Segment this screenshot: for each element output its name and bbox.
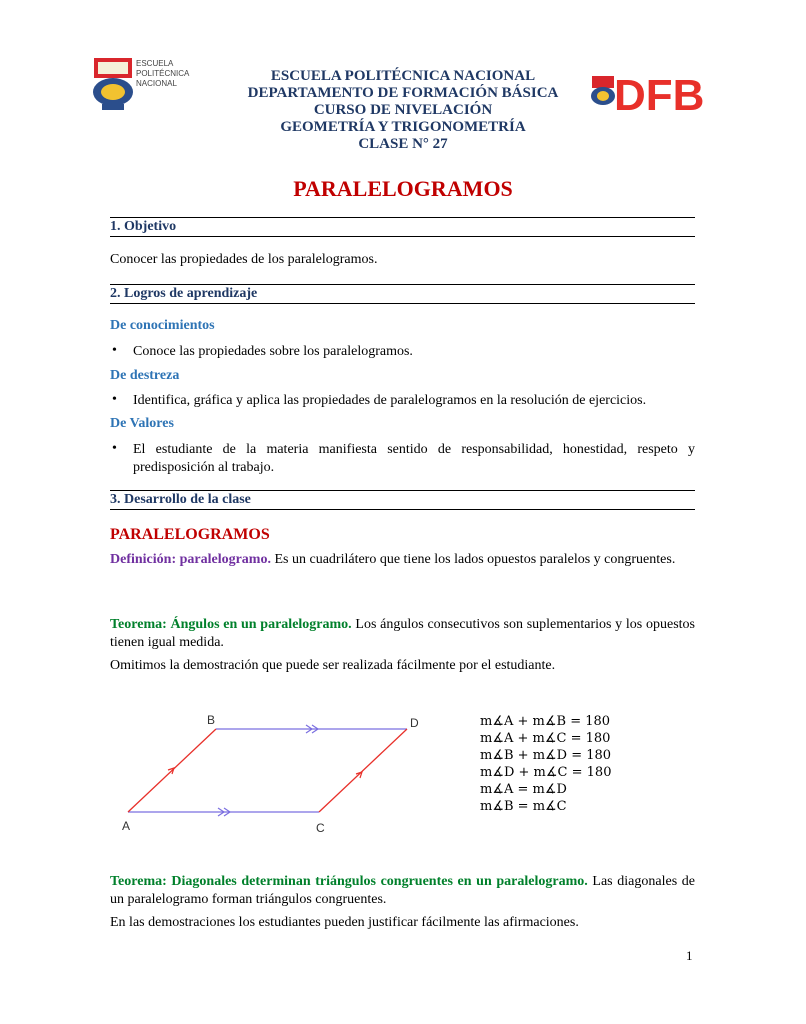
logo-left-line2: POLITÉCNICA — [136, 69, 190, 78]
vertex-label-b: B — [207, 713, 216, 727]
header-subject: GEOMETRÍA Y TRIGONOMETRÍA — [280, 119, 526, 135]
dfb-logo-text: DFB — [614, 71, 705, 120]
page-number: 1 — [686, 948, 693, 963]
equation-5: m∡A = m∡D — [480, 782, 567, 797]
definition-label: Definición: paralelogramo. — [110, 552, 271, 567]
theorem-angles-label: Teorema: Ángulos en un paralelogramo. — [110, 617, 352, 632]
theorem-angles-text: Los ángulos consecutivos son suplementarios y los opuestos tienen igual medida. — [110, 617, 695, 650]
section-logros-header — [110, 284, 695, 304]
conocimientos-label: De conocimientos — [110, 318, 215, 333]
destreza-label: De destreza — [110, 368, 180, 383]
header-department: DEPARTAMENTO DE FORMACIÓN BÁSICA — [247, 85, 559, 101]
bullet-icon: • — [112, 441, 117, 456]
equation-1: m∡A + m∡B = 180 — [480, 714, 611, 729]
theorem-angles-paragraph — [110, 616, 695, 652]
equation-6: m∡B = m∡C — [480, 799, 567, 814]
section-desarrollo-heading: 3. Desarrollo de la clase — [110, 492, 251, 507]
demonstrations-text: En las demostraciones los estudiantes pueden justificar fácilmente las afirmaciones. — [110, 915, 579, 930]
valores-item: El estudiante de la materia manifiesta sentido de responsabilidad, honestidad, respeto y predisposición al trabajo. — [133, 442, 695, 475]
valores-label: De Valores — [110, 416, 174, 431]
theorem-diagonals-paragraph — [110, 873, 695, 909]
dfb-logo — [586, 66, 705, 120]
destreza-item: Identifica, gráfica y aplica las propiedades de paralelogramos en la resolución de ejercicios. — [133, 393, 647, 408]
desarrollo-subtitle: PARALELOGRAMOS — [110, 526, 270, 543]
omit-demo-text: Omitimos la demostración que puede ser realizada fácilmente por el estudiante. — [110, 658, 556, 673]
page-title: PARALELOGRAMOS — [293, 176, 513, 201]
theorem-diagonals-text: Las diagonales de un paralelogramo forman triángulos congruentes. — [110, 874, 695, 907]
theorem-diagonals-label: Teorema: Diagonales determinan triángulos congruentes en un paralelogramo. — [110, 874, 588, 889]
bullet-icon: • — [112, 392, 117, 407]
parallelogram-figure — [110, 708, 430, 838]
side-cd — [319, 729, 407, 812]
section-logros-heading: 2. Logros de aprendizaje — [110, 286, 258, 301]
section-objetivo-heading: 1. Objetivo — [110, 219, 177, 234]
conocimientos-item: Conoce las propiedades sobre los paralelogramos. — [133, 344, 413, 359]
header-institution: ESCUELA POLITÉCNICA NACIONAL — [270, 68, 536, 84]
vertex-label-d: D — [410, 716, 419, 730]
definition-text: Es un cuadrilátero que tiene los lados opuestos paralelos y congruentes. — [270, 552, 676, 567]
definition-paragraph — [110, 551, 695, 569]
vertex-label-c: C — [316, 821, 325, 835]
epn-logo — [88, 52, 198, 122]
equation-4: m∡D + m∡C = 180 — [480, 765, 612, 780]
vertex-label-a: A — [122, 819, 131, 833]
logo-left-line1: ESCUELA — [136, 59, 174, 68]
equation-2: m∡A + m∡C = 180 — [480, 731, 611, 746]
side-ab — [128, 729, 216, 812]
objetivo-text: Conocer las propiedades de los paralelogramos. — [110, 252, 378, 267]
equation-3: m∡B + m∡D = 180 — [480, 748, 612, 763]
header-course: CURSO DE NIVELACIÓN — [313, 102, 493, 118]
logo-left-line3: NACIONAL — [136, 79, 177, 88]
bullet-icon: • — [112, 343, 117, 358]
section-desarrollo-header — [110, 490, 695, 510]
header-class-number: CLASE N° 27 — [358, 136, 448, 152]
section-objetivo-header — [110, 217, 695, 237]
